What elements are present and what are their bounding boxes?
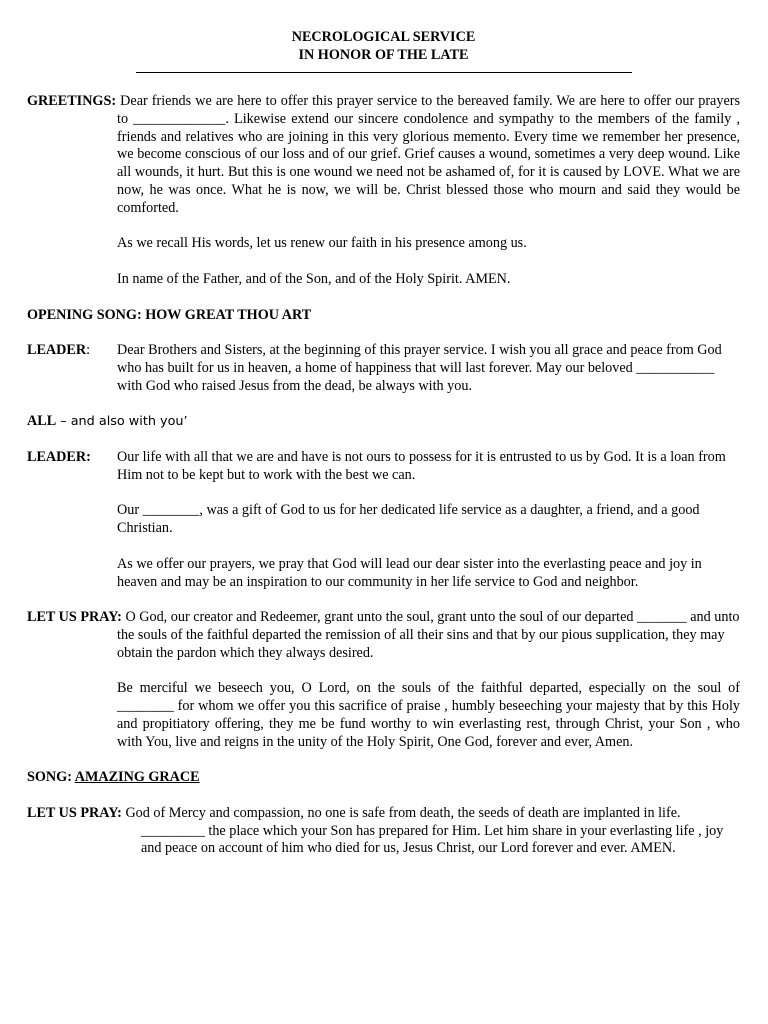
opening-song-heading: OPENING SONG: HOW GREAT THOU ART bbox=[27, 306, 312, 323]
greetings-text: Dear friends we are here to offer this prayer service to the bereaved family. We are here to offer our prayers to _____________. Likewise extend our sincere condolence and sympathy to the members of the family , friends and relatives who are joining in this very glorious memento. Every time we remember her presence, we become conscious of our loss and of our grief. Grief causes a wound, sometimes a very deep wound. Like all wounds, it hurt. But this is one wound we need not be ashamed of, for it is caused by LOVE. What we are now, he was once. What he is now, we will be. Christ blessed those who mourn and said they would be comforted. bbox=[116, 93, 740, 216]
leader-2-paragraph-2: Our ________, was a gift of God to us for her dedicated life service as a daughter, a friend, and a good Christian. bbox=[117, 502, 700, 537]
prayer-1-paragraph-1 bbox=[27, 609, 740, 662]
prayer-2-line-1 bbox=[27, 805, 740, 823]
let-us-pray-label-2: LET US PRAY: bbox=[27, 804, 122, 821]
leader-2-paragraph-1: Our life with all that we are and have is not ours to possess for it is entrusted to us by God. It is a loan from Him not to be kept but to work with the best we can. bbox=[117, 448, 726, 483]
all-response bbox=[27, 413, 740, 431]
leader-text-2 bbox=[117, 449, 740, 591]
leader-2-paragraph-3: As we offer our prayers, we pray that God will lead our dear sister into the everlasting peace and joy in heaven and may be an inspiration to our community in her life service to God and neighbor. bbox=[117, 555, 702, 590]
document-title-line-1: NECROLOGICAL SERVICE bbox=[291, 29, 476, 45]
greetings-paragraph-1 bbox=[27, 93, 740, 218]
leader-section-2 bbox=[27, 449, 740, 591]
name-blank-line bbox=[136, 72, 632, 73]
greetings-paragraph-3: In name of the Father, and of the Son, and of the Holy Spirit. AMEN. bbox=[117, 270, 511, 287]
all-label: ALL bbox=[27, 413, 57, 430]
leader-label-1 bbox=[27, 342, 117, 395]
prayer-1-paragraph-2: Be merciful we beseech you, O Lord, on the souls of the faithful departed, especially on the soul of ________ for whom we offer you this sacrifice of praise , humbly beseeching your majesty that by this Holy and propitiatory offering, they me be fund worthy to win everlasting rest, through Christ, your Son , who with You, live and reigns in the unity of the Holy Spirit, One God, forever and ever, Amen. bbox=[117, 680, 740, 750]
leader-section-1 bbox=[27, 342, 740, 395]
let-us-pray-section-2 bbox=[27, 805, 740, 858]
greetings-label: GREETINGS: bbox=[27, 93, 117, 109]
song-title: AMAZING GRACE bbox=[74, 769, 200, 786]
leader-label-2: LEADER: bbox=[27, 448, 91, 465]
greetings-paragraph-2: As we recall His words, let us renew our faith in his presence among us. bbox=[117, 235, 527, 252]
all-response-text: – and also with you’ bbox=[56, 414, 188, 430]
leader-label-text: LEADER bbox=[27, 342, 87, 359]
let-us-pray-section-1 bbox=[27, 609, 740, 751]
song-label: SONG: bbox=[27, 769, 75, 786]
leader-text-1: Dear Brothers and Sisters, at the beginning of this prayer service. I wish you all grace and peace from God who has built for us in heaven, a home of happiness that will last forever. May our beloved ___________ with God who raised Jesus from the dead, be always with you. bbox=[117, 342, 722, 394]
prayer-1-text: O God, our creator and Redeemer, grant unto the soul, grant unto the soul of our departed _______ and unto the souls of the faithful departed the remission of all their sins and that by our pious supplication, they may obtain the pardon which they always desired. bbox=[117, 609, 740, 661]
prayer-2-first-line: God of Mercy and compassion, no one is safe from death, the seeds of death are implanted in life. bbox=[121, 804, 681, 821]
let-us-pray-label-1: LET US PRAY: bbox=[27, 609, 122, 626]
leader-label-colon: : bbox=[86, 342, 91, 359]
document-title-line-2: IN HONOR OF THE LATE bbox=[298, 47, 469, 63]
prayer-2-body: _________ the place which your Son has prepared for Him. Let him share in your everlasting life , joy and peace on account of him who died for us, Jesus Christ, our Lord forever and ever. AMEN. bbox=[141, 822, 724, 857]
song-heading bbox=[27, 769, 740, 787]
greetings-section bbox=[27, 93, 740, 289]
